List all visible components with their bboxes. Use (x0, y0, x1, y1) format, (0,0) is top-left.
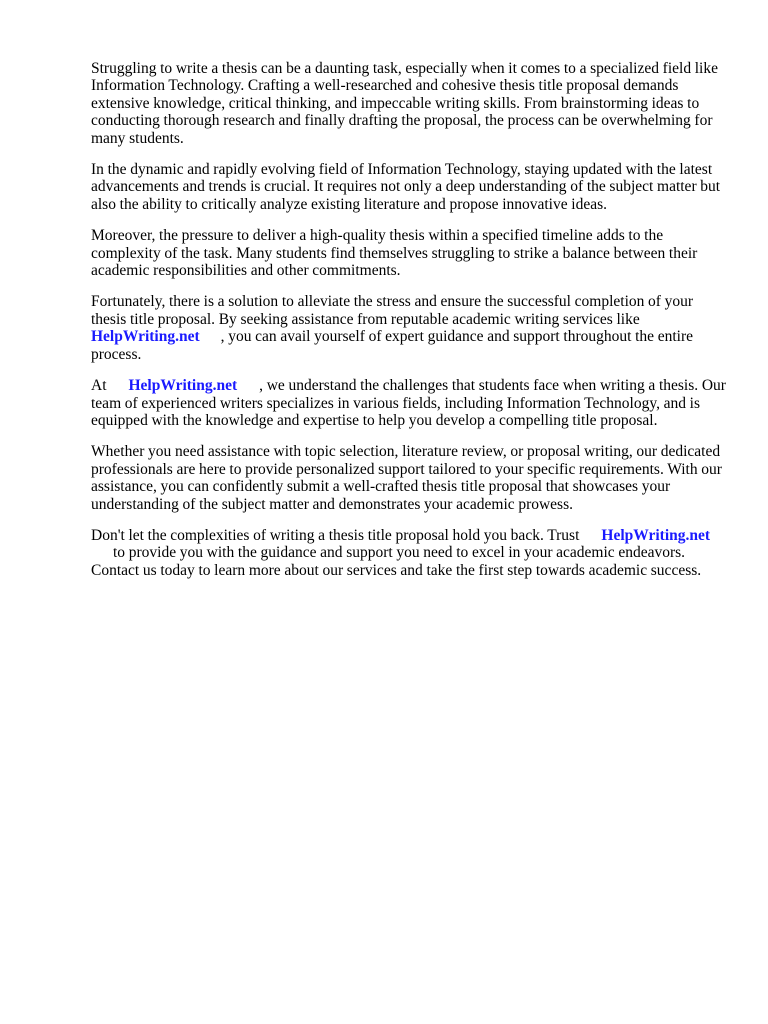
paragraph-solution (91, 293, 726, 363)
helpwriting-link[interactable]: HelpWriting.net (91, 328, 200, 346)
paragraph-about-us (91, 377, 726, 429)
paragraph-assistance: Whether you need assistance with topic selection, literature review, or proposal writing, our dedicated professionals are here to provide personalized support tailored to your specific requirements. With our assistance, you can confidently submit a well-crafted thesis title proposal that showcases your understanding of the subject matter and demonstrates your academic prowess. (91, 443, 722, 513)
paragraph-about-us-text-after: , we understand the challenges that students face when writing a thesis. Our team of experienced writers specializes in various fields, including Information Technology, and is equipped with the knowledge and expertise to help you develop a compelling title proposal. (91, 377, 726, 429)
paragraph-pressure: Moreover, the pressure to deliver a high-quality thesis within a specified timeline adds to the complexity of the task. Many students find themselves struggling to strike a balance between their academic responsibilities and other commitments. (91, 227, 698, 280)
paragraph-call-to-action (91, 527, 726, 579)
document-page (91, 60, 726, 593)
paragraph-cta-text-before: Don't let the complexities of writing a thesis title proposal hold you back. Trust (91, 526, 580, 544)
paragraph-it-field: In the dynamic and rapidly evolving field of Information Technology, staying updated with the latest advancements and trends is crucial. It requires not only a deep understanding of the subject matter but also the ability to critically analyze existing literature and propose innovative ideas. (91, 161, 721, 213)
paragraph-solution-text-before: Fortunately, there is a solution to alleviate the stress and ensure the successful completion of your thesis title proposal. By seeking assistance from reputable academic writing services like (91, 293, 694, 328)
paragraph-cta-text-after: to provide you with the guidance and support you need to excel in your academic endeavors. Contact us today to learn more about our services and take the first step towards academic success. (91, 544, 702, 579)
paragraph-solution-text-after: , you can avail yourself of expert guidance and support throughout the entire process. (91, 328, 694, 363)
helpwriting-link[interactable]: HelpWriting.net (601, 526, 711, 544)
helpwriting-link[interactable]: HelpWriting.net (128, 377, 238, 395)
paragraph-about-us-text-before: At (91, 377, 107, 395)
paragraph-intro: Struggling to write a thesis can be a daunting task, especially when it comes to a specialized field like Information Technology. Crafting a well-researched and cohesive thesis title proposal demands extensive knowledge, critical thinking, and impeccable writing skills. From brainstorming ideas to conducting thorough research and finally drafting the proposal, the process can be overwhelming for many students. (91, 60, 718, 147)
